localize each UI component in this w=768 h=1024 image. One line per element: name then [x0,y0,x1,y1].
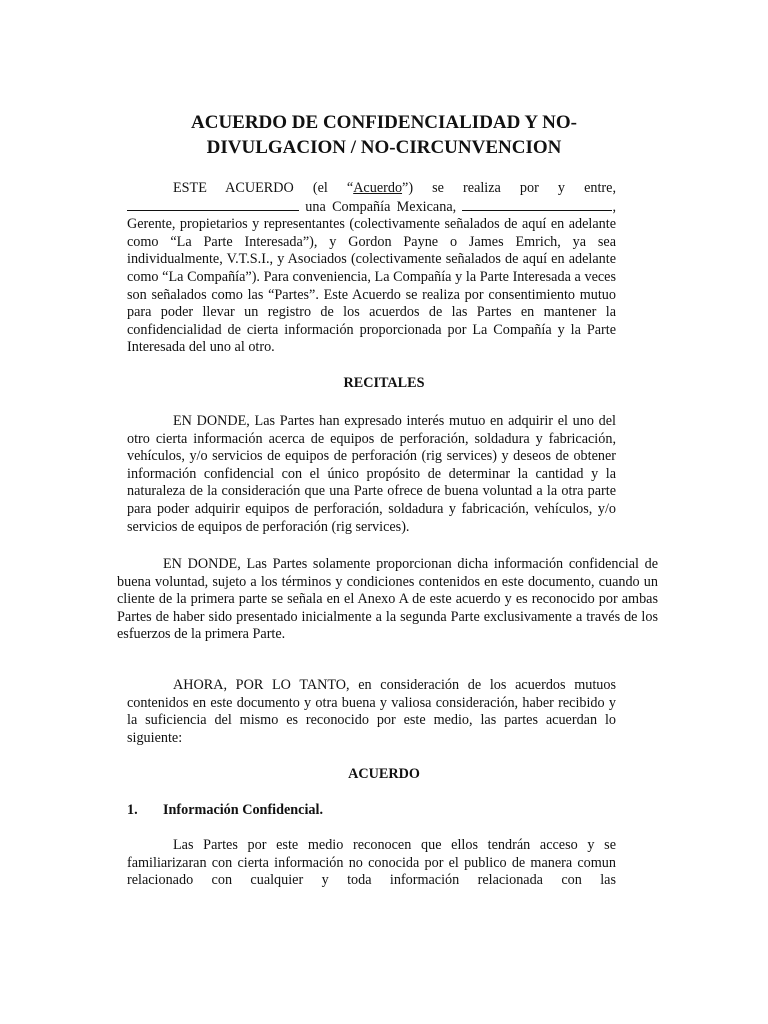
document-title [120,110,648,160]
intro-text-b: ”) se realiza por y entre, [402,180,616,196]
acuerdo-defined-term: Acuerdo [353,180,403,196]
intro-text-a: ESTE ACUERDO (el “ [173,180,354,196]
section-1-paragraph [127,837,616,890]
intro-text-c: una Compañía Mexicana, [299,198,463,215]
now-therefore-text: AHORA, POR LO TANTO, en consideración de los acuerdos mutuos contenidos en este documento y otra buena y valiosa consideración, haber recibido y la suficiencia del mismo es reconocido por este medio, las partes acuerdan lo siguiente: [127,677,616,746]
title-line-1: ACUERDO DE CONFIDENCIALIDAD Y NO- [191,112,577,133]
section-1-text: Las Partes por este medio reconocen que ellos tendrán acceso y se familiarizaran con cierta información no conocida por el publico de manera comun relacionado con cualquier y toda información relacionada con las [127,837,616,889]
now-therefore-paragraph [127,677,616,747]
section-1-title: Información Confidencial. [163,802,324,818]
intro-line-1 [127,180,616,198]
recitals-heading: RECITALES [343,375,425,391]
agreement-heading: ACUERDO [348,766,420,782]
recital-1-text: EN DONDE, Las Partes han expresado interés mutuo en adquirir el uno del otro cierta información acerca de equipos de perforación, soldadura y fabricación, vehículos, y/o servicios de equipos de perforación (rig services) y deseos de obtener información confidencial con el único propósito de determinar la cantidad y la naturaleza de la consideración que una Parte ofrece de buena voluntad a la otra parte para poder adquirir equipos de perforación, soldadura y fabricación, vehículos, y/o servicios de equipos de perforación (rig services). [127,413,616,535]
intro-paragraph [127,180,616,357]
recital-1-paragraph [127,413,616,536]
intro-text-d: , [612,198,616,215]
recital-2-text: EN DONDE, Las Partes solamente proporcionan dicha información confidencial de buena voluntad, sujeto a los términos y condiciones contenidos en este documento, cuando un cliente de la primera parte se señala en el Anexo A de este acuerdo y es reconocido por ambas Partes de haber sido presentado inicialmente a la segunda Parte exclusivamente a través de los esfuerzos de la primera Parte. [117,556,658,643]
section-1-header [127,802,323,820]
title-line-2: DIVULGACION / NO-CIRCUNVENCION [206,137,562,158]
intro-rest: Gerente, propietarios y representantes (colectivamente señalados de aquí en adelante como “La Parte Interesada”), y Gordon Payne o James Emrich, ya sea individualmente, V.T.S.I., y Asociados (colectivamente señalados de aquí en adelante como “La Compañía”). Para conveniencia, La Compañía y la Parte Interesada a veces son señalados como las “Partes”. Este Acuerdo se realiza por consentimiento mutuo para poder llevar un registro de los acuerdos de las Partes en mantener la confidencialidad de cierta información proporcionada por La Compañía y la Parte Interesada del uno al otro. [127,216,616,356]
blank-line-company [127,198,299,211]
recital-2-paragraph [117,556,658,644]
intro-line-2 [127,198,616,217]
blank-line-representative [462,198,612,211]
section-1-number: 1. [127,802,138,818]
